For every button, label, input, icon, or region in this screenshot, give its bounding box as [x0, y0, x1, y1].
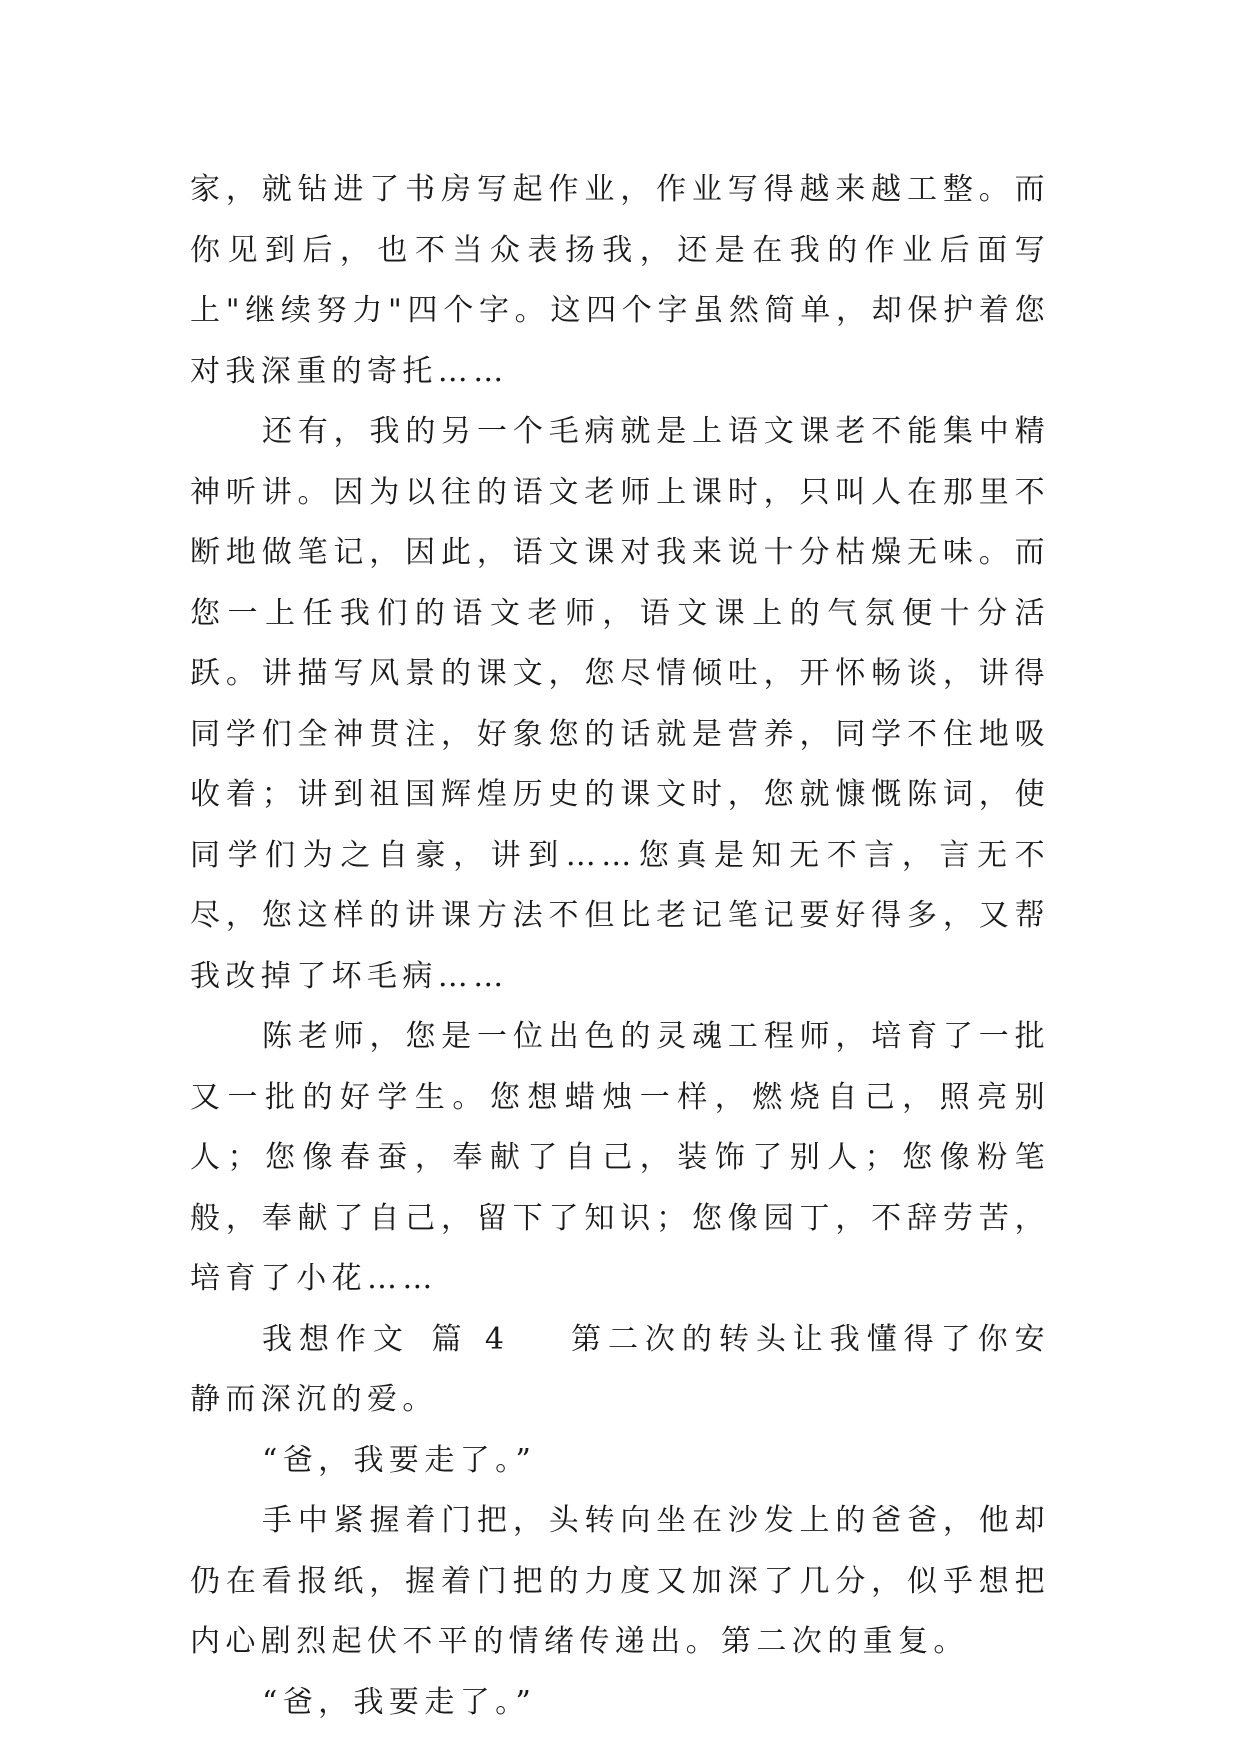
section-title: 我想作文 [262, 1321, 410, 1357]
document-body [190, 160, 1050, 1733]
section-text: 第二次的转头让我懂得了你安静而深沉的爱。 [190, 1321, 1050, 1417]
paragraph: 家，就钻进了书房写起作业，作业写得越来越工整。而你见到后，也不当众表扬我，还是在我的作业后面写上"继续努力"四个字。这四个字虽然简单，却保护着您对我深重的寄托…… [190, 172, 1050, 389]
paragraph: “爸，我要走了。” [262, 1442, 537, 1478]
paragraph: “爸，我要走了。” [262, 1684, 537, 1720]
paragraph: 手中紧握着门把，头转向坐在沙发上的爸爸，他却仍在看报纸，握着门把的力度又加深了几分，似乎想把内心剧烈起伏不平的情绪传递出。第二次的重复。 [190, 1503, 1050, 1659]
section-heading-paragraph [190, 1310, 1050, 1431]
section-label: 篇 4 [429, 1321, 510, 1357]
paragraph: 陈老师，您是一位出色的灵魂工程师，培育了一批又一批的好学生。您想蜡烛一样，燃烧自己，照亮别人；您像春蚕，奉献了自己，装饰了别人；您像粉笔般，奉献了自己，留下了知识；您像园丁，不辞劳苦，培育了小花…… [190, 1019, 1050, 1296]
paragraph: 还有，我的另一个毛病就是上语文课老不能集中精神听讲。因为以往的语文老师上课时，只叫人在那里不断地做笔记，因此，语文课对我来说十分枯燥无味。而您一上任我们的语文老师，语文课上的气氛便十分活跃。讲描写风景的课文，您尽情倾吐，开怀畅谈，讲得同学们全神贯注，好象您的话就是营养，同学不住地吸收着；讲到祖国辉煌历史的课文时，您就慷慨陈词，使同学们为之自豪，讲到……您真是知无不言，言无不尽，您这样的讲课方法不但比老记笔记要好得多，又帮我改掉了坏毛病…… [190, 414, 1050, 994]
